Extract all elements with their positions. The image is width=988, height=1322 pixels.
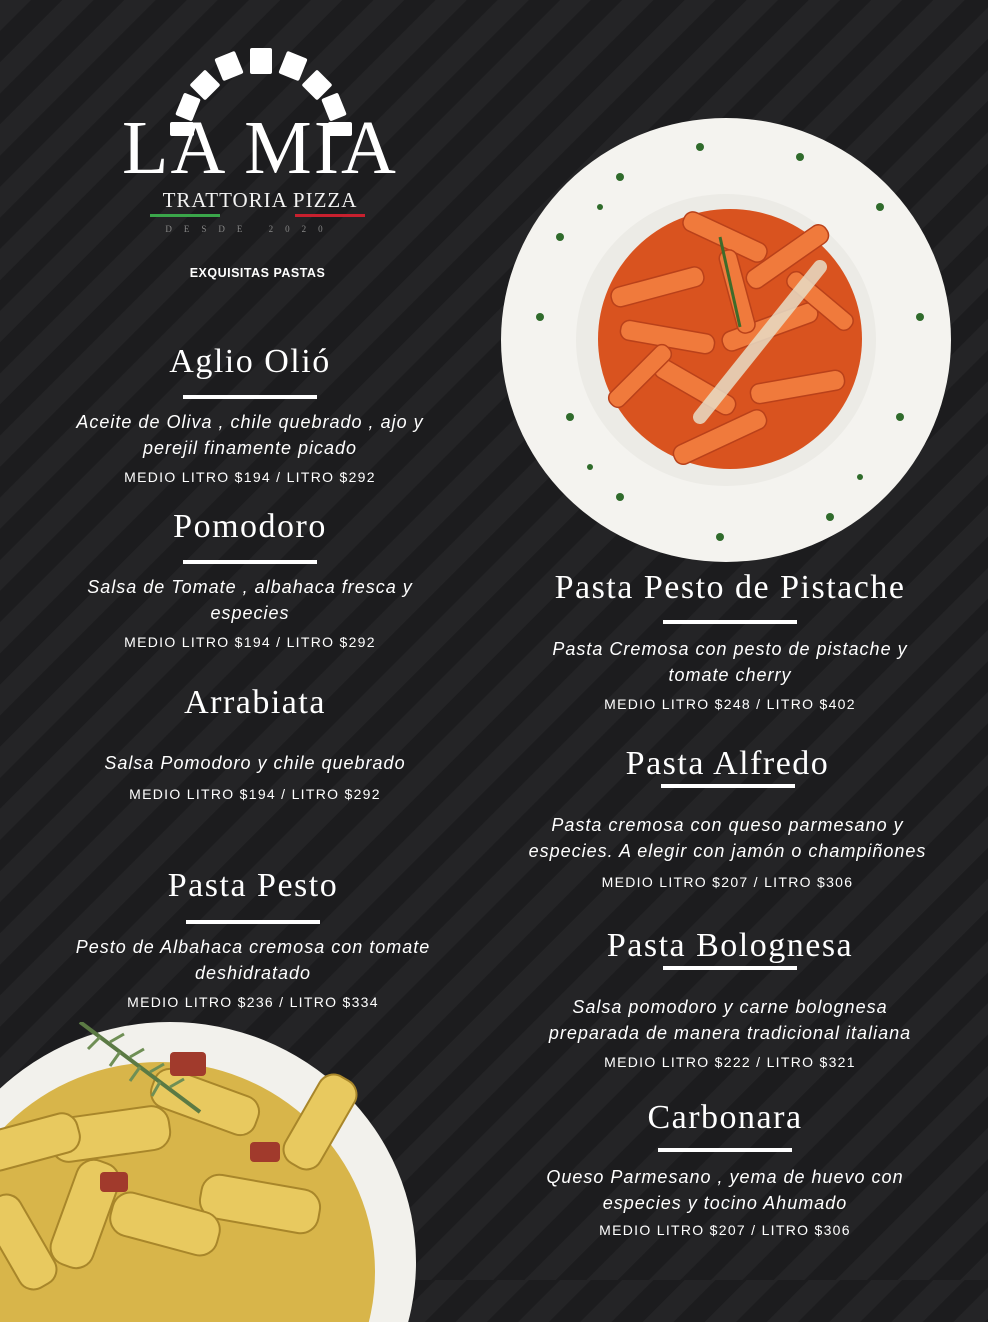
section-tag: EXQUISITAS PASTAS	[189, 266, 326, 280]
menu-item-bolognesa	[520, 926, 940, 1072]
menu-item-carbonara	[515, 1098, 935, 1240]
logo-subtitle: TRATTORIA PIZZA	[162, 188, 358, 212]
item-desc-line1: Aceite de Oliva , chile quebrado , ajo y	[76, 412, 424, 432]
flag-green-stripe	[150, 214, 220, 217]
item-price: MEDIO LITRO $194 / LITRO $292	[129, 786, 381, 802]
title-underline	[183, 560, 317, 564]
item-name: Arrabiata	[184, 684, 326, 721]
logo-since: DESDE 2020	[165, 224, 335, 234]
item-desc-line1: Salsa pomodoro y carne bolognesa	[572, 997, 888, 1017]
item-price: MEDIO LITRO $248 / LITRO $402	[604, 696, 856, 712]
item-price: MEDIO LITRO $207 / LITRO $306	[601, 874, 854, 890]
item-desc-line2: tomate cherry	[668, 665, 792, 685]
rigatoni-plate-image	[0, 1022, 416, 1322]
item-desc-line2: especies y tocino Ahumado	[602, 1193, 848, 1213]
menu-item-pesto-pistache	[520, 568, 940, 714]
item-desc-line1: Salsa Pomodoro y chile quebrado	[104, 753, 406, 773]
item-desc-line1: Pesto de Albahaca cremosa con tomate	[75, 937, 431, 957]
title-underline	[183, 395, 317, 399]
item-price: MEDIO LITRO $194 / LITRO $292	[124, 634, 376, 650]
title-underline	[663, 620, 797, 624]
item-price: MEDIO LITRO $222 / LITRO $321	[604, 1054, 856, 1070]
item-name: Aglio Olió	[169, 343, 331, 380]
logo	[100, 40, 420, 240]
item-desc-line2: perejil finamente picado	[142, 438, 358, 458]
item-price: MEDIO LITRO $194 / LITRO $292	[124, 469, 376, 485]
item-name: Pomodoro	[173, 508, 327, 545]
menu-item-pomodoro	[60, 507, 440, 652]
item-desc-line1: Pasta Cremosa con pesto de pistache y	[552, 639, 908, 659]
item-price: MEDIO LITRO $236 / LITRO $334	[127, 994, 379, 1010]
item-desc-line2: especies	[210, 603, 290, 623]
item-name: Carbonara	[647, 1099, 803, 1136]
menu-item-arrabiata	[65, 683, 445, 804]
item-name: Pasta Pesto	[167, 867, 339, 904]
penne-plate-image	[500, 117, 952, 563]
item-desc-line1: Pasta cremosa con queso parmesano y	[551, 815, 904, 835]
item-name: Pasta Bolognesa	[606, 927, 854, 964]
menu-item-alfredo	[510, 744, 945, 892]
item-name: Pasta Alfredo	[625, 745, 830, 782]
item-desc-line2: especies. A elegir con jamón o champiñones	[528, 841, 927, 861]
item-name: Pasta Pesto de Pistache	[554, 569, 906, 606]
item-desc-line1: Salsa de Tomate , albahaca fresca y	[87, 577, 413, 597]
flag-red-stripe	[295, 214, 365, 217]
logo-title: LA MIA	[122, 106, 398, 190]
menu-item-pasta-pesto	[58, 866, 448, 1012]
item-desc-line2: preparada de manera tradicional italiana	[548, 1023, 912, 1043]
item-desc-line2: deshidratado	[194, 963, 312, 983]
title-underline	[186, 920, 320, 924]
title-underline	[663, 966, 797, 970]
menu-item-aglio-olio	[60, 342, 440, 487]
item-desc-line1: Queso Parmesano , yema de huevo con	[546, 1167, 904, 1187]
item-price: MEDIO LITRO $207 / LITRO $306	[599, 1222, 851, 1238]
title-underline	[661, 784, 795, 788]
title-underline	[658, 1148, 792, 1152]
